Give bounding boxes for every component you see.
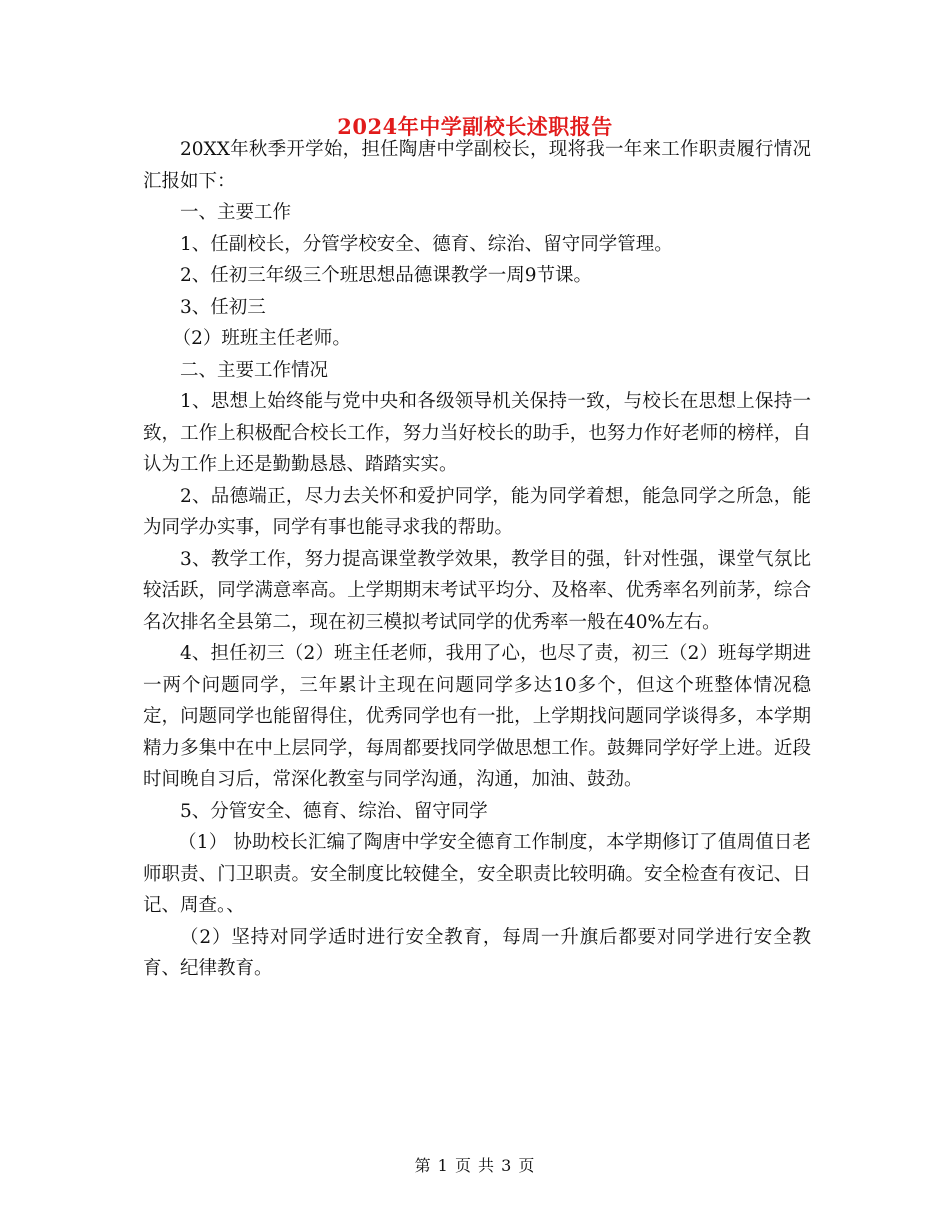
document-body xyxy=(143,134,811,985)
paragraph-safety-1: （1） 协助校长汇编了陶唐中学安全德育工作制度，本学期修订了值周值日老师职责、门卫职责。安全制度比较健全，安全职责比较明确。安全检查有夜记、日记、周查。、 xyxy=(143,832,811,916)
intro-paragraph: 20XX年秋季开学始，担任陶唐中学副校长，现将我一年来工作职责履行情况汇报如下： xyxy=(143,139,811,192)
list-item-1: 1、任副校长，分管学校安全、德育、综治、留守同学管理。 xyxy=(180,233,673,255)
list-item-3: 3、任初三 xyxy=(180,296,266,318)
paragraph-morality: 2、品德端正，尽力去关怀和爱护同学，能为同学着想，能急同学之所急，能为同学办实事，同学有事也能寻求我的帮助。 xyxy=(143,485,811,538)
paragraph-teaching: 3、教学工作，努力提高课堂教学效果，教学目的强，针对性强，课堂气氛比较活跃，同学满意率高。上学期期末考试平均分、及格率、优秀率名列前茅，综合名次排名全县第二，现在初三模拟考试同学的优秀率一般在40%左右。 xyxy=(143,548,811,633)
list-item-3-continued: （2）班班主任老师。 xyxy=(172,328,351,349)
page-footer: 第 1 页 共 3 页 xyxy=(414,1156,536,1175)
paragraph-class-teacher: 4、担任初三（2）班主任老师，我用了心，也尽了责，初三（2）班每学期进一两个问题同学，三年累计主现在问题同学多达10多个，但这个班整体情况稳定，问题同学也能留得住，优秀同学也有一批，上学期找问题同学谈得多，本学期精力多集中在中上层同学，每周都要找同学做思想工作。鼓舞同学好学上进。近段时间晚自习后，常深化教室与同学沟通，沟通，加油、鼓劲。 xyxy=(143,643,811,790)
paragraph-safety-heading: 5、分管安全、德育、综治、留守同学 xyxy=(180,800,488,822)
paragraph-safety-2: （2）坚持对同学适时进行安全教育，每周一升旗后都要对同学进行安全教育、纪律教育。 xyxy=(143,926,811,979)
paragraph-thought: 1、思想上始终能与党中央和各级领导机关保持一致，与校长在思想上保持一致，工作上积极配合校长工作，努力当好校长的助手，也努力作好老师的榜样，自认为工作上还是勤勤恳恳、踏踏实实。 xyxy=(143,391,811,475)
document-title: 2024年中学副校长述职报告 xyxy=(337,114,613,139)
section-heading-main-work: 一、主要工作 xyxy=(180,202,292,223)
list-item-2: 2、任初三年级三个班思想品德课教学一周9节课。 xyxy=(180,265,593,286)
section-heading-work-situation: 二、主要工作情况 xyxy=(180,359,329,381)
